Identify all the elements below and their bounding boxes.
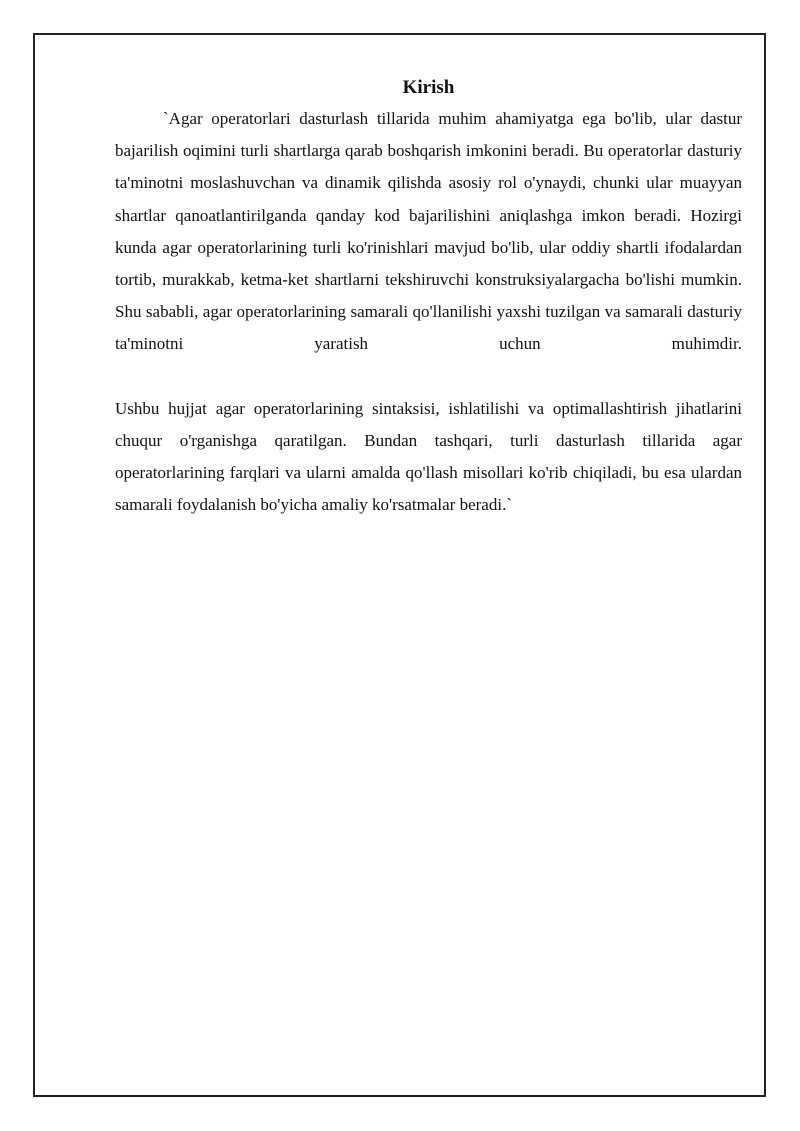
paragraph-scope: Ushbu hujjat agar operatorlarining sintaksisi, ishlatilishi va optimallashtirish jihatlarini chuqur o'rganishga qaratilgan. Bundan tashqari, turli dasturlash tillarida agar operatorlarining farqlari va ularni amalda qo'llash misollari ko'rib chiqiladi, bu esa ulardan samarali foydalanish bo'yicha amaliy ko'rsatmalar beradi.` bbox=[115, 398, 742, 515]
paragraph-intro: `Agar operatorlari dasturlash tillarida muhim ahamiyatga ega bo'lib, ular dastur bajarilish oqimini turli shartlarga qarab boshqarish imkonini beradi. Bu operatorlar dasturiy ta'minotni moslashuvchan va dinamik qilishda asosiy rol o'ynaydi, chunki ular muayyan shartlar qanoatlantirilganda qanday kod bajarilishini aniqlashga imkon beradi. Hozirgi kunda agar operatorlarining turli ko'rinishlari mavjud bo'lib, ular oddiy shartli ifodalardan tortib, murakkab, ketma-ket shartlarni tekshiruvchi konstruksiyalargacha bo'lishi mumkin. Shu sababli, agar operatorlarining samarali qo'llanilishi yaxshi tuzilgan va samarali dasturiy ta'minotni yaratish uchun muhimdir. bbox=[115, 109, 742, 354]
document-title: Kirish bbox=[402, 77, 455, 98]
document-body bbox=[115, 73, 742, 521]
